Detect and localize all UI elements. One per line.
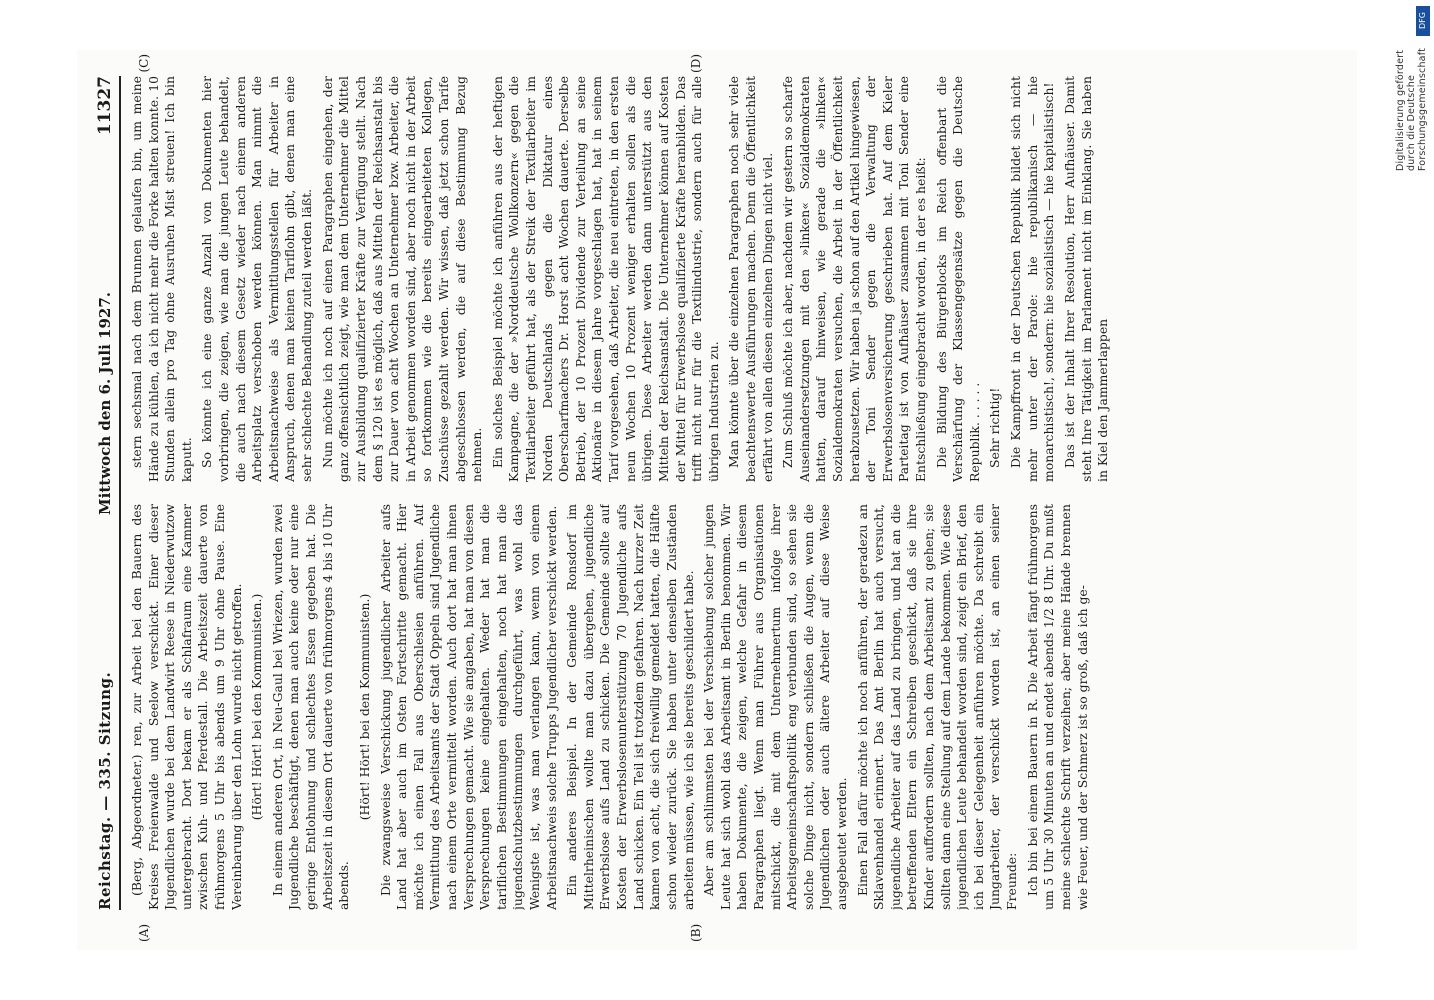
margin-marker-c: (C) [137, 54, 151, 73]
left-column [129, 504, 1319, 910]
page-number: 11327 [95, 76, 115, 136]
quoted-letter: Ich bin bei einem Bauern in R. Die Arbeit fängt frühmorgens um 5 Uhr 30 Minuten an und endet abends 1/2 8 Uhr. Du mußt meine schlechte Schrift verzeihen; aber meine Hände brennen wie Feuer, und der Schmerz ist so groß, daß ich ge- [1024, 504, 1090, 910]
paragraph: Einen Fall dafür möchte ich noch anführen, der geradezu an Sklavenhandel erinnert. Das Amt Berlin hat auch versucht, jugendliche Arbeiter auf das Land zu bringen, und hat an die betreffenden Eltern ein Schreiben geschickt, daß sie ihre Kinder auffordern sollten, nach dem Arbeitsamt zu gehen; sie sollten dann eine Stellung auf dem Lande bekommen. Wie diese jugendlichen Leute behandelt worden sind, zeigt ein Brief, den ich bei dieser Gelegenheit anführen möchte. Da schreibt ein Jungarbeiter, der verschickt worden ist, an einen seiner Freunde: [854, 504, 1020, 910]
paragraph: Aber am schlimmsten bei der Verschiebung solcher jungen Leute hat sich wohl das Arbeitsamt in Berlin benommen. Wir haben Dokumente, die zeigen, welche Gefahr in diesem Paragraphen liegt. Wenn man Führer aus Organisationen mitschickt, die mit dem Unternehmertum infolge ihrer Arbeitsgemeinschaftspolitik eng verbunden sind, so sehen sie solche Dinge nicht, sondern schließen die Augen, wenn die Jugendlichen oder auch ältere Arbeiter auf diese Weise ausgebeutet werden. [701, 504, 849, 910]
interjection: Sehr richtig! [987, 387, 1003, 468]
scanned-page [77, 50, 1357, 950]
paragraph: Ein anderes Beispiel. In der Gemeinde Ronsdorf im Mittelrheinischen wollte man dazu übergehen, jugendliche Erwerbslose aufs Land zu schicken. Die Gemeinde sollte auf Kosten der Erwerbslosenunterstützung 70 Jugendliche aufs Land schicken. Ein Teil ist trotzdem gefahren. Nach kurzer Zeit kamen von acht, die sich freiwillig gemeldet hatten, die Hälfte schon wieder zurück. Sie haben unter denselben Zuständen arbeiten müssen, wie ich sie bereits geschildert habe. [564, 504, 696, 910]
page-header [95, 76, 121, 910]
paragraph: Die zwangsweise Verschickung jugendlicher Arbeiter aufs Land hat aber auch im Osten Fortschritte gemacht. Hier möchte ich einen Fall aus Oberschlesien anführen. Auf Vermittlung des Arbeitsamts der Stadt Oppeln sind Jugendliche nach einem Orte vermittelt worden. Auch dort hat man ihnen Versprechungen gemacht. Wie sie angaben, hat man von diesen Versprechungen keine eingehalten. Weder hat man die tariflichen Bestimmungen eingehalten, noch hat man die jugendschutzbestimmungen durchgeführt, was wohl das Wenigste ist, was man verlangen kann, wenn von einem Arbeitsnachweis solche Trupps Jugendlicher verschickt werden. [377, 504, 559, 910]
right-column [129, 76, 1319, 482]
text-columns [129, 54, 1319, 942]
paragraph: Nun möchte ich noch auf einen Paragraphen eingehen, der ganz offensichtlich zeigt, wie man dem Unternehmer die Mittel zur Ausbildung qualifizierter Kräfte zur Verfügung stellt. Nach dem § 120 ist es möglich, daß aus Mitteln der Reichsanstalt bis zur Dauer von acht Wochen an Unternehmer bzw. Arbeiter, die in Arbeit genommen worden sind, aber noch nicht in der Arbeit so fortkommen wie die bereits eingearbeiteten Kollegen, Zuschüsse gezahlt werden. Wir wissen, daß jetzt schon Tarife abgeschlossen werden, die auf diese Bestimmung Bezug nehmen. [319, 76, 485, 482]
paragraph: Zum Schluß möchte ich aber, nachdem wir gestern so scharfe Auseinandersetzungen mit den »linken« Sozialdemokraten hatten, darauf hinweisen, wie gerade die »linken« Sozialdemokraten versuchen, die Arbeit in der Öffentlichkeit herabzusetzen. Wir haben ja schon auf den Artikel hingewiesen, der Toni Sender gegen die Verwaltung der Erwerbslosenversicherung geschrieben hat. Auf dem Kieler Parteitag ist von Aufhäuser zusammen mit Toni Sender eine Entschließung eingebracht worden, in der es heißt: [780, 76, 929, 482]
paragraph: So könnte ich eine ganze Anzahl von Dokumenten hier vorbringen, die zeigen, wie man die jungen Leute behandelt, die auch nach diesem Gesetz wieder nach einem anderen Arbeitsplatz verschoben werden können. Man nimmt die Arbeitsnachweise als Vermittlungsstellen für Arbeiter in Anspruch, denen man keinen Tariflohn gibt, denen man eine sehr schlechte Behandlung zuteil werden läßt. [199, 76, 315, 482]
header-session: Reichstag. — 335. Sitzung. [96, 671, 114, 910]
dfg-logo: DFG [1416, 6, 1430, 36]
digitization-credit: Digitalisierung gefördert durch die Deutsche Forschungsgemeinschaft [1395, 48, 1428, 172]
paragraph: Ein solches Beispiel möchte ich anführen aus der heftigen Kampagne, die der »Norddeutsche Wollkonzern« gegen die Textilarbeiter geführt hat, als der Streik der Textilarbeiter im Norden Deutschlands gegen die Diktatur eines Oberscharfmachers Dr. Horst acht Wochen dauerte. Derselbe Betrieb, der 10 Prozent Dividende zur Verteilung an seine Aktionäre in diesem Jahre vorgeschlagen hat, hat in seinem Tarif vorgesehen, daß Arbeiter, die neu eintreten, in den ersten neun Wochen 10 Prozent weniger erhalten sollen als die übrigen. Diese Arbeiter werden dann unterstützt aus den Mitteln der Reichsanstalt. Die Unternehmer können auf Kosten der Mittel für Erwerbslose qualifizierte Kräfte heranbilden. Das trifft nicht nur für die Textilindustrie, sondern auch für alle übrigen Industrien zu. [489, 76, 721, 482]
quoted-resolution: Die Kampffront in der Deutschen Republik bildet sich nicht mehr unter der Parole: hie republikanisch — hie monarchistisch!, sondern: hie sozialistisch — hie kapitalistisch! [1008, 76, 1057, 482]
margin-marker-b: (B) [689, 923, 703, 942]
interjection: (Hört! Hört! bei den Kommunisten.) [356, 593, 372, 821]
paragraph: Das ist der Inhalt Ihrer Resolution, Herr Aufhäuser. Damit steht Ihre Tätigkeit im Parlament nicht im Einklang. Sie haben in Kiel den Jammerlappen [1061, 76, 1111, 482]
paragraph: In einem anderen Ort, in Neu-Gaul bei Wriezen, wurden zwei Jugendliche beschäftigt, denen man auch keine oder nur eine geringe Entlohnung und schlechtes Essen gegeben hat. Die Arbeitszeit in diesem Ort dauerte von frühmorgens 4 bis 10 Uhr abends. [269, 504, 352, 910]
paragraph: (Berg, Abgeordneter.) ren, zur Arbeit bei den Bauern des Kreises Freienwalde und Seelow verschickt. Einer dieser Jugendlichen wurde bei dem Landwirt Reese in Niederwutzow untergebracht. Dort bekam er als Schlafraum eine Kammer zwischen Kuh- und Pferdestall. Die Arbeitszeit dauerte von frühmorgens 5 Uhr bis abends um 9 Uhr ohne Pause. Eine Vereinbarung über den Lohn wurde nicht getroffen. [129, 504, 244, 910]
margin-marker-a: (A) [137, 923, 151, 942]
quoted-resolution: Die Bildung des Bürgerblocks im Reich offenbart die Verschärfung der Klassengegensätze gegen die Deutsche Republik. . . . . . [933, 76, 982, 482]
header-date: Mittwoch den 6. Juli 1927. [96, 291, 114, 515]
paragraph: Man könnte über die einzelnen Paragraphen noch sehr viele beachtenswerte Ausführungen machen. Denn die Öffentlichkeit erfährt von allen diesen einzelnen Dingen nicht viel. [726, 76, 775, 482]
interjection: (Hört! Hört! bei den Kommunisten.) [249, 593, 265, 821]
margin-marker-d: (D) [689, 54, 703, 73]
quoted-letter: stern sechsmal nach dem Brunnen gelaufen bin, um meine Hände zu kühlen, da ich nicht mehr die Forke halten konnte. 10 Stunden allein pro Tag ohne Ausruhen Mist streuen! Ich bin kaputt. [129, 76, 194, 482]
